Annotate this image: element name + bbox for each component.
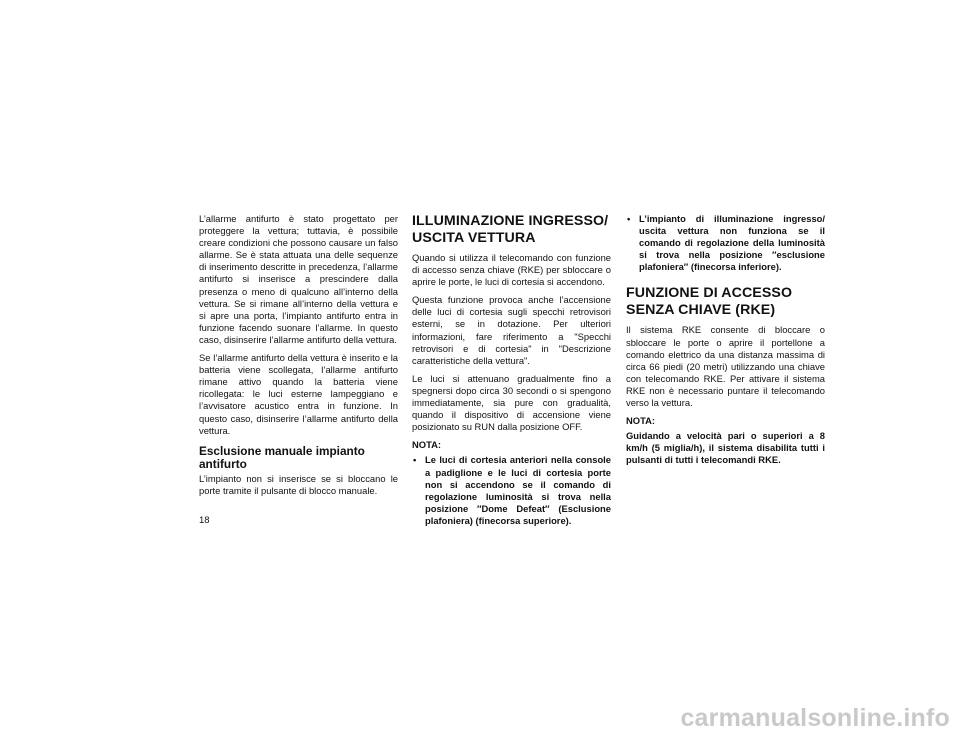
heading-manual-exclusion: Esclusione manuale impianto antifurto [199, 443, 365, 471]
bullet-item [412, 454, 611, 527]
column-middle [412, 213, 611, 533]
paragraph-mirror-lights: Questa funzione provoca anche l’accensione delle luci di cortesia sugli specchi retrovisori esterni, se in dotazione. Per ulteriori informazioni, fare riferimento a "Specchi retrovisori e di cortesia" in "Descrizione caratteristiche della vettura". [412, 294, 611, 366]
watermark-logo: carmanualsonline.info [680, 704, 950, 732]
page-number: 18 [199, 515, 210, 526]
bullet-text-entry-system: L’impianto di illuminazione ingresso/ uscita vettura non funziona se il comando di regolazione della luminosità si trova nella posizione ″esclusione plafoniera″ (finecorsa inferiore). [639, 213, 825, 273]
paragraph-battery: Se l’allarme antifurto della vettura è inserito e la batteria viene scollegata, l’allarme antifurto rimane attivo quando la batteria viene ricollegata: le luci esterne lampeggiano e l’avvisatore acustico entra in funzione. In questo caso, disinserire l’allarme antifurto della vettura. [199, 352, 398, 436]
paragraph-manual-lock: L’impianto non si inserisce se si bloccano le porte tramite il pulsante di blocco manuale. [199, 472, 398, 496]
paragraph-rke-system: Il sistema RKE consente di bloccare o sbloccare le porte o aprire il portellone a comando elettrico da una distanza massima di circa 66 piedi (20 metri) utilizzando una chiave con telecomando RKE. Per attivare il sistema RKE non è necessario puntare il telecomando verso la vettura. [626, 324, 825, 409]
bullet-item [626, 213, 825, 273]
column-left [199, 213, 398, 503]
nota-text-speed: Guidando a velocità pari o superiori a 8 km/h (5 miglia/h), il sistema disabilita tutti i pulsanti di tutti i telecomandi RKE. [626, 430, 825, 466]
heading-illuminated-entry: ILLUMINAZIONE INGRESSO/ USCITA VETTURA [412, 213, 609, 246]
bullet-symbol: • [413, 454, 417, 466]
paragraph-fade-out: Le luci si attenuano gradualmente fino a spegnersi dopo circa 30 secondi o si spengono immediatamente, sia pure con gradualità, quando il dispositivo di accensione viene posizionato su RUN dalla posizione OFF. [412, 372, 611, 433]
paragraph-rke-lights: Quando si utilizza il telecomando con funzione di accesso senza chiave (RKE) per sbloccare o aprire le porte, le luci di cortesia si accendono. [412, 252, 611, 288]
bullet-text-dome-defeat: Le luci di cortesia anteriori nella console a padiglione e le luci di cortesia porte non si accendono se il comando di regolazione luminosità si trova nella posizione ″Dome Defeat″ (Esclusione plafoniera) (finecorsa superiore). [425, 454, 611, 526]
bullet-symbol: • [627, 213, 631, 224]
heading-keyless-entry: FUNZIONE DI ACCESSO SENZA CHIAVE (RKE) [626, 285, 793, 319]
nota-label: NOTA: [412, 439, 441, 451]
column-right [626, 213, 825, 473]
paragraph-false-alarm: L’allarme antifurto è stato progettato per proteggere la vettura; tuttavia, è possibile creare condizioni che possono causare un falso allarme. Se è stata attuata una delle sequenze di inserimento descritte in precedenza, l’allarme antifurto si inserisce a prescindere dalla presenza o meno di qualcuno all’interno della vettura. Se si rimane all’interno della vettura e si apre una porta, l’impianto antifurto entra in funzione facendo suonare l’allarme. In questo caso, disinserire l’allarme antifurto della vettura. [199, 213, 398, 345]
nota-label: NOTA: [626, 415, 655, 427]
